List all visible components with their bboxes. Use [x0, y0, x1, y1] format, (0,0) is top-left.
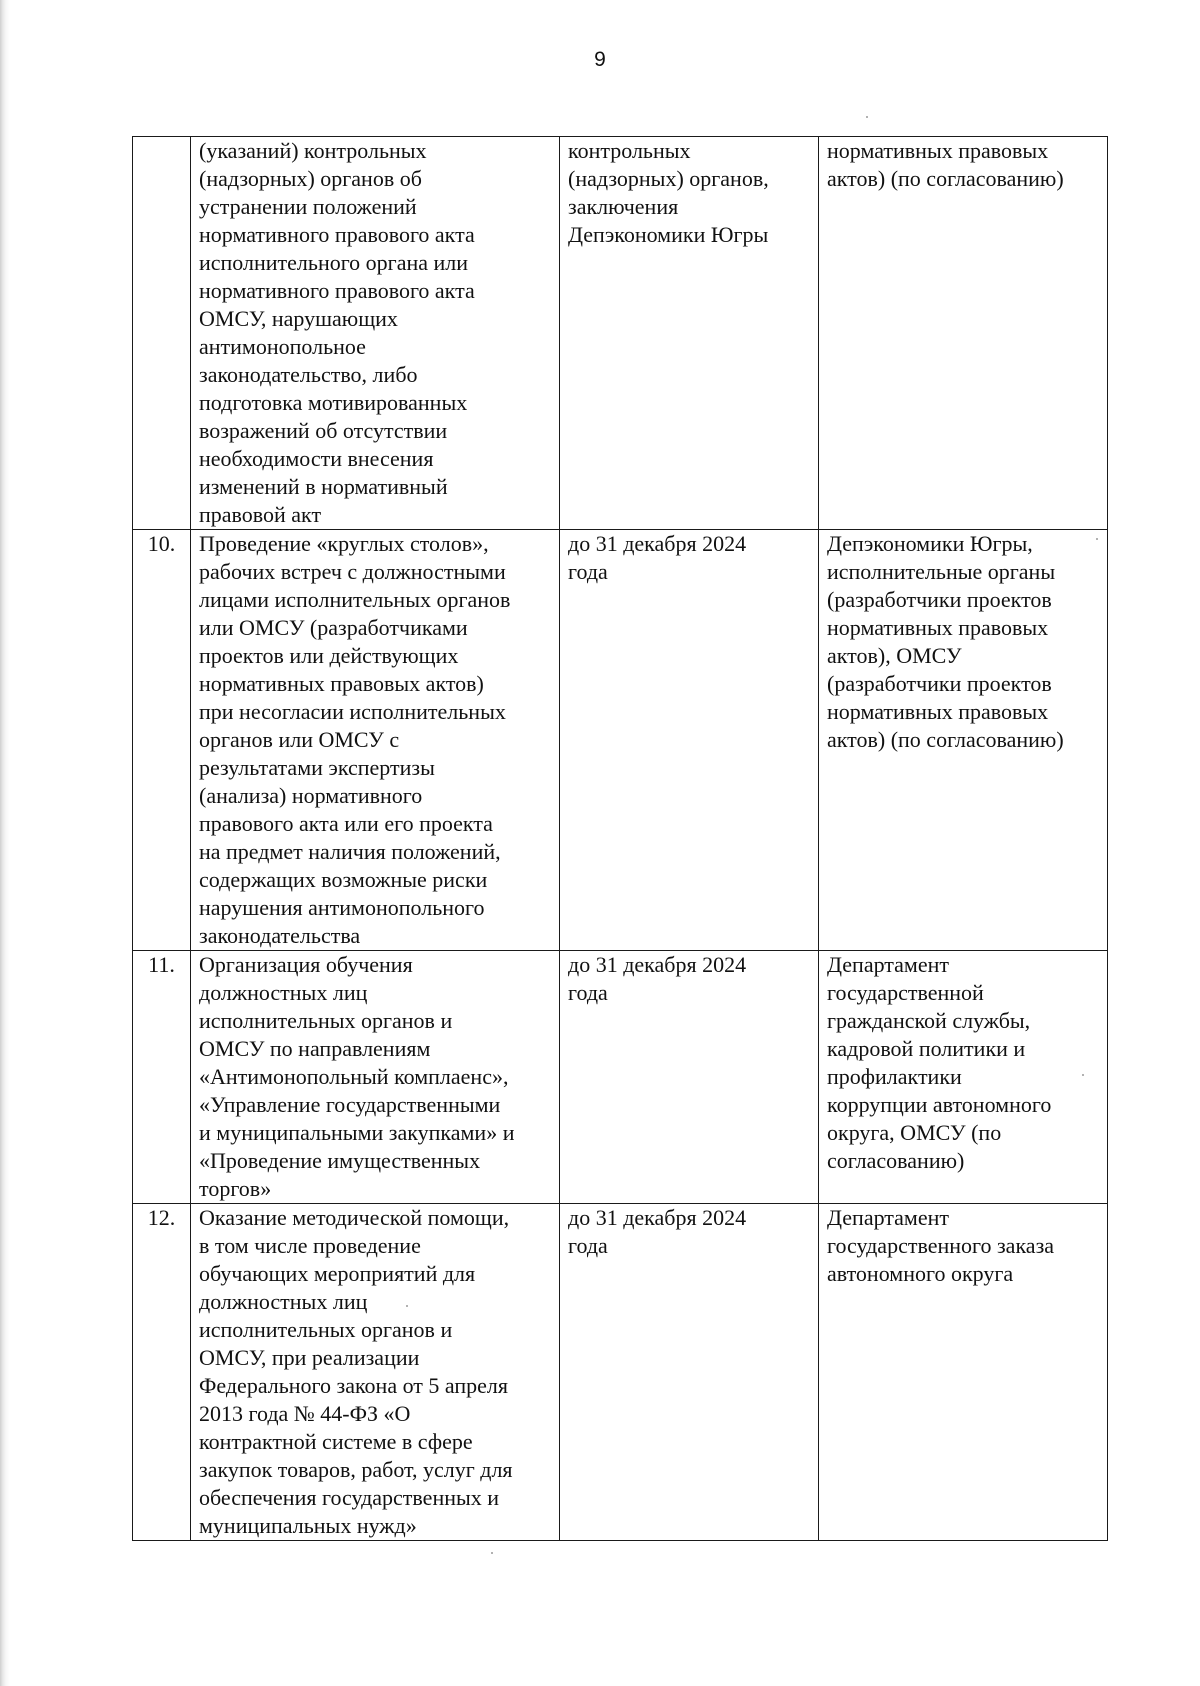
- table-row-12: [133, 1204, 1108, 1541]
- measures-table: [132, 136, 1108, 1541]
- scan-speck: [866, 116, 868, 118]
- scan-speck: [491, 1552, 493, 1554]
- deadline-cell: контрольных (надзорных) органов, заключения Депэкономики Югры: [560, 137, 819, 530]
- scan-speck: [1096, 538, 1098, 540]
- responsible-cell: нормативных правовых актов) (по согласованию): [819, 137, 1108, 530]
- scan-speck: [1082, 1074, 1084, 1076]
- table-row-continued: [133, 137, 1108, 530]
- row-number-cell: 11.: [133, 951, 191, 1204]
- measure-description-cell: Оказание методической помощи, в том числе проведение обучающих мероприятий для должностных лиц исполнительных органов и ОМСУ, при реализации Федерального закона от 5 апреля 2013 года № 44-ФЗ «О контрактной системе в сфере закупок товаров, работ, услуг для обеспечения государственных и муниципальных нужд»: [191, 1204, 560, 1541]
- measure-description-cell: Проведение «круглых столов», рабочих встреч с должностными лицами исполнительных органов или ОМСУ (разработчиками проектов или действующих нормативных правовых актов) при несогласии исполнительных органов или ОМСУ с результатами экспертизы (анализа) нормативного правового акта или его проекта на предмет наличия положений, содержащих возможные риски нарушения антимонопольного законодательства: [191, 530, 560, 951]
- row-number-cell: 10.: [133, 530, 191, 951]
- row-number-cell: 12.: [133, 1204, 191, 1541]
- table-row-11: [133, 951, 1108, 1204]
- responsible-cell: Департамент государственной гражданской службы, кадровой политики и профилактики коррупции автономного округа, ОМСУ (по согласованию): [819, 951, 1108, 1204]
- table-row-10: [133, 530, 1108, 951]
- deadline-cell: до 31 декабря 2024 года: [560, 1204, 819, 1541]
- measure-description-cell: Организация обучения должностных лиц исполнительных органов и ОМСУ по направлениям «Антимонопольный комплаенс», «Управление государственными и муниципальными закупками» и «Проведение имущественных торгов»: [191, 951, 560, 1204]
- scan-speck: [406, 1305, 408, 1307]
- row-number-cell: [133, 137, 191, 530]
- deadline-cell: до 31 декабря 2024 года: [560, 951, 819, 1204]
- scan-edge-shadow: [0, 0, 10, 1686]
- page-number: 9: [594, 48, 606, 71]
- measure-description-cell: (указаний) контрольных (надзорных) органов об устранении положений нормативного правового акта исполнительного органа или нормативного правового акта ОМСУ, нарушающих антимонопольное законодательство, либо подготовка мотивированных возражений об отсутствии необходимости внесения изменений в нормативный правовой акт: [191, 137, 560, 530]
- deadline-cell: до 31 декабря 2024 года: [560, 530, 819, 951]
- responsible-cell: Депэкономики Югры, исполнительные органы (разработчики проектов нормативных правовых актов), ОМСУ (разработчики проектов нормативных правовых актов) (по согласованию): [819, 530, 1108, 951]
- responsible-cell: Департамент государственного заказа автономного округа: [819, 1204, 1108, 1541]
